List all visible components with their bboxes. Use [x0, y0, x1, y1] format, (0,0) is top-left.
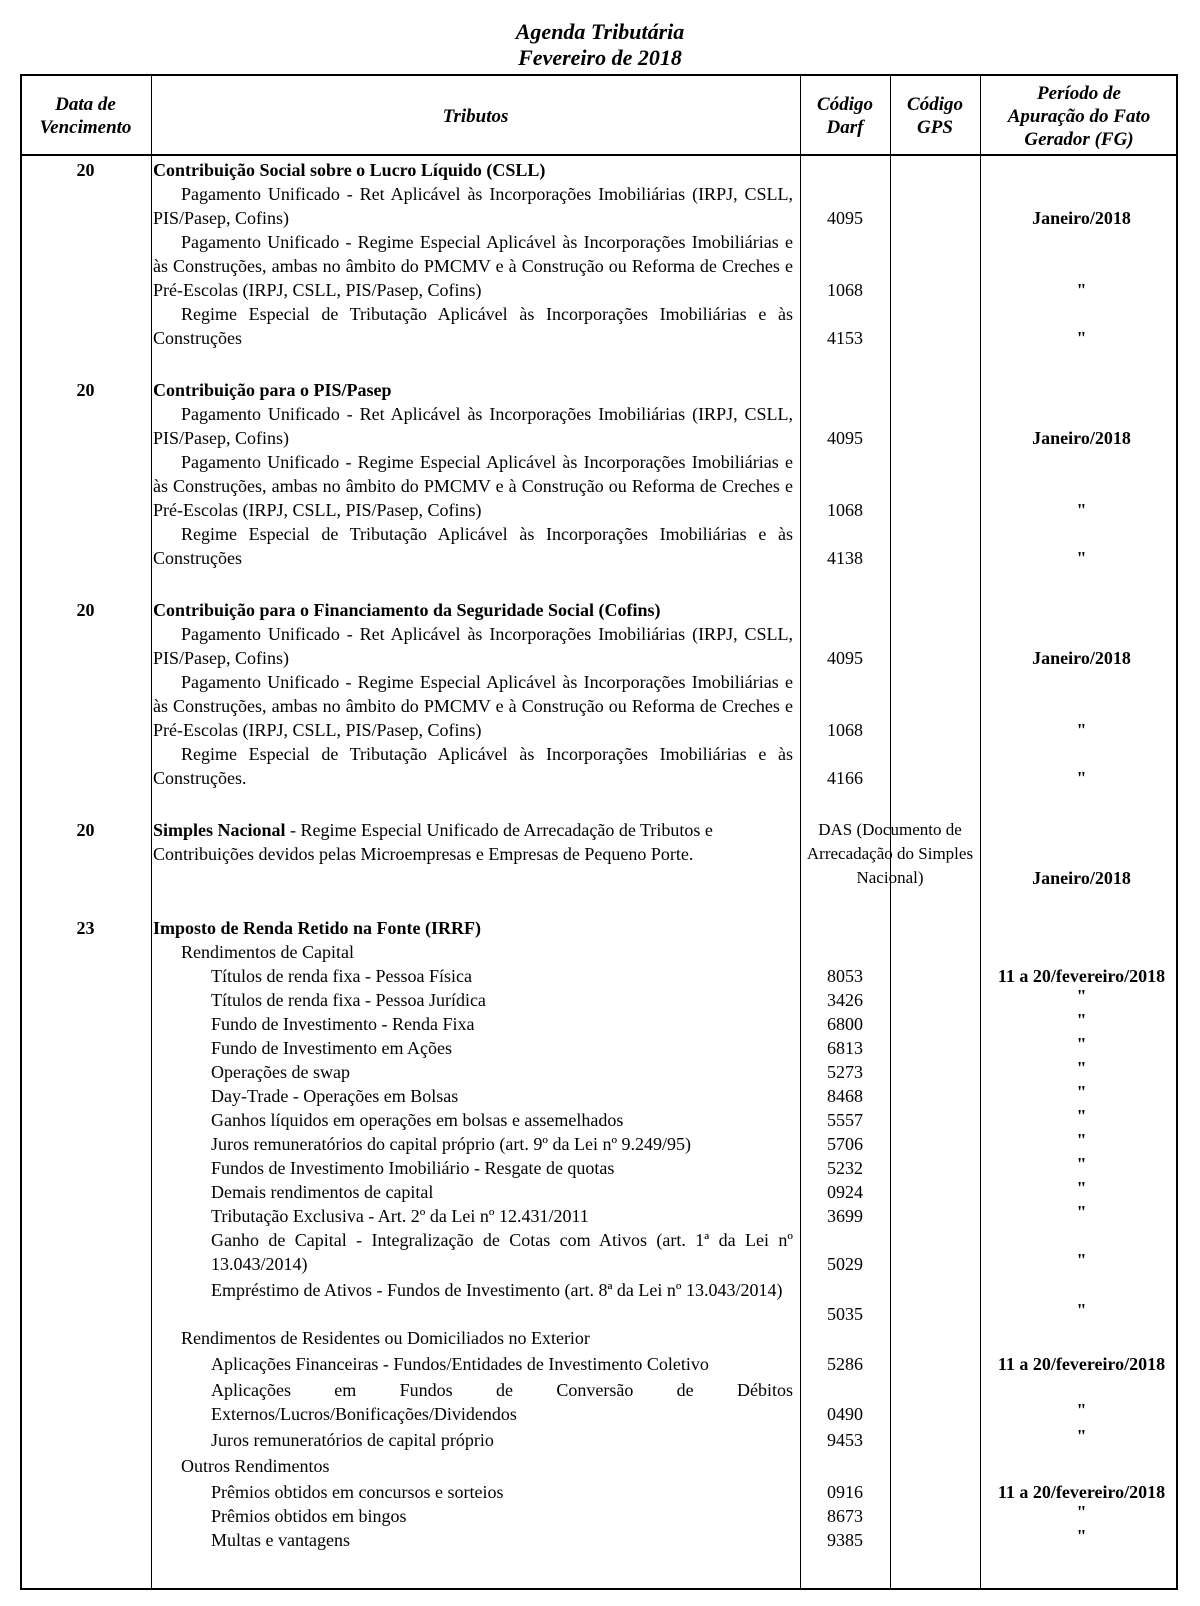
darf-code: 5273 — [827, 1062, 863, 1082]
period: " — [1076, 1154, 1087, 1174]
das-code: DAS (Documento de Arrecadação do Simples Nacional) — [806, 820, 974, 887]
list-item-text: Aplicações em Fundos de Conversão de Débitos Externos/Lucros/Bonificações/Dividendos — [211, 1380, 793, 1424]
darf-code: 6800 — [827, 1014, 863, 1034]
list-item-text: Empréstimo de Ativos - Fundos de Investimento (art. 8ª da Lei nº 13.043/2014) — [211, 1280, 783, 1300]
list-item-text: Aplicações Financeiras - Fundos/Entidades de Investimento Coletivo — [211, 1354, 709, 1374]
header-date: Data de Vencimento — [39, 94, 132, 138]
page-subtitle: Fevereiro de 2018 — [518, 45, 682, 70]
tax-item-text: Pagamento Unificado - Regime Especial Aplicável às Incorporações Imobiliárias e às Construções, ambas no âmbito do PMCMV e à Construção ou Reforma de Creches e Pré-Escolas (IRPJ, CSLL, PIS/Pasep, Cofins) — [153, 672, 793, 740]
darf-code: 8468 — [827, 1086, 863, 1106]
darf-code: 4095 — [827, 208, 863, 228]
page-title: Agenda Tributária — [515, 19, 685, 44]
list-item-text: Prêmios obtidos em bingos — [211, 1506, 407, 1526]
header-divider — [20, 154, 1178, 156]
darf-code: 5035 — [827, 1304, 863, 1324]
period: " — [1076, 768, 1087, 788]
list-item-text: Fundo de Investimento - Renda Fixa — [211, 1014, 475, 1034]
period: 11 a 20/fevereiro/2018 — [997, 1354, 1166, 1374]
darf-code: 5706 — [827, 1134, 863, 1154]
header-periodo: Período de Apuração do Fato Gerador (FG) — [1007, 82, 1151, 150]
period: " — [1076, 1250, 1087, 1270]
period: " — [1076, 1300, 1087, 1320]
period: Janeiro/2018 — [1032, 428, 1131, 448]
darf-code: 1068 — [827, 280, 863, 300]
darf-code: 4095 — [827, 428, 863, 448]
category-label: Outros Rendimentos — [181, 1456, 330, 1476]
tax-title: Contribuição para o PIS/Pasep — [153, 380, 392, 400]
darf-code: 4095 — [827, 648, 863, 668]
list-item-text: Prêmios obtidos em concursos e sorteios — [211, 1482, 504, 1502]
period: " — [1076, 986, 1087, 1006]
tax-item-text: Pagamento Unificado - Regime Especial Aplicável às Incorporações Imobiliárias e às Construções, ambas no âmbito do PMCMV e à Construção ou Reforma de Creches e Pré-Escolas (IRPJ, CSLL, PIS/Pasep, Cofins) — [153, 232, 793, 300]
due-date: 20 — [76, 600, 95, 620]
period: " — [1076, 1426, 1087, 1446]
darf-code: 9385 — [827, 1530, 863, 1550]
darf-code: 8673 — [827, 1506, 863, 1526]
list-item-text: Tributação Exclusiva - Art. 2º da Lei nº 12.431/2011 — [211, 1206, 589, 1226]
list-item-text: Ganhos líquidos em operações em bolsas e assemelhados — [211, 1110, 624, 1130]
tax-item-text: Regime Especial de Tributação Aplicável às Incorporações Imobiliárias e às Construções — [153, 524, 793, 568]
darf-code: 5557 — [827, 1110, 863, 1130]
column-divider — [980, 74, 981, 1590]
darf-code: 5029 — [827, 1254, 863, 1274]
darf-code: 3426 — [827, 990, 863, 1010]
header-tributos: Tributos — [442, 105, 509, 127]
period: " — [1076, 328, 1087, 348]
period: " — [1076, 1010, 1087, 1030]
darf-code: 9453 — [827, 1430, 863, 1450]
darf-code: 1068 — [827, 500, 863, 520]
period: 11 a 20/fevereiro/2018 — [997, 966, 1166, 986]
due-date: 20 — [76, 160, 95, 180]
period: " — [1076, 1034, 1087, 1054]
tax-item-text: Pagamento Unificado - Ret Aplicável às Incorporações Imobiliárias (IRPJ, CSLL, PIS/Pasep, Cofins) — [153, 404, 793, 448]
category-label: Rendimentos de Residentes ou Domiciliados no Exterior — [181, 1328, 590, 1348]
period: " — [1076, 280, 1087, 300]
list-item-text: Operações de swap — [211, 1062, 350, 1082]
list-item-text: Fundo de Investimento em Ações — [211, 1038, 452, 1058]
list-item-text: Day-Trade - Operações em Bolsas — [211, 1086, 459, 1106]
header-gps: Código GPS — [907, 94, 963, 138]
period: " — [1076, 1130, 1087, 1150]
darf-code: 5286 — [827, 1354, 863, 1374]
tax-item-text: Pagamento Unificado - Regime Especial Aplicável às Incorporações Imobiliárias e às Construções, ambas no âmbito do PMCMV e à Construção ou Reforma de Creches e Pré-Escolas (IRPJ, CSLL, PIS/Pasep, Cofins) — [153, 452, 793, 520]
period: Janeiro/2018 — [1032, 648, 1131, 668]
due-date: 20 — [76, 820, 95, 840]
darf-code: 5232 — [827, 1158, 863, 1178]
list-item-text: Títulos de renda fixa - Pessoa Jurídica — [211, 990, 486, 1010]
tax-title: Simples Nacional — [153, 820, 286, 840]
darf-code: 0490 — [827, 1404, 863, 1424]
due-date: 20 — [76, 380, 95, 400]
tax-title: Contribuição para o Financiamento da Seguridade Social (Cofins) — [153, 600, 661, 620]
category-label: Rendimentos de Capital — [181, 942, 354, 962]
tax-item-text — [153, 818, 793, 866]
period: " — [1076, 720, 1087, 740]
tax-item-text: Regime Especial de Tributação Aplicável às Incorporações Imobiliárias e às Construções — [153, 304, 793, 348]
tax-item-text: Pagamento Unificado - Ret Aplicável às Incorporações Imobiliárias (IRPJ, CSLL, PIS/Pasep, Cofins) — [153, 184, 793, 228]
period: " — [1076, 1058, 1087, 1078]
darf-code: 6813 — [827, 1038, 863, 1058]
column-divider — [151, 74, 152, 1590]
darf-code: 4138 — [827, 548, 863, 568]
period: " — [1076, 500, 1087, 520]
list-item-text: Juros remuneratórios do capital próprio (art. 9º da Lei nº 9.249/95) — [211, 1134, 692, 1154]
period: Janeiro/2018 — [1032, 208, 1131, 228]
period: " — [1076, 1400, 1087, 1420]
list-item-text: Títulos de renda fixa - Pessoa Física — [211, 966, 472, 986]
darf-code: 4153 — [827, 328, 863, 348]
tax-item-text: Pagamento Unificado - Ret Aplicável às Incorporações Imobiliárias (IRPJ, CSLL, PIS/Pasep, Cofins) — [153, 624, 793, 668]
period: " — [1076, 1202, 1087, 1222]
tax-item-text: Regime Especial de Tributação Aplicável às Incorporações Imobiliárias e às Construções. — [153, 744, 793, 788]
darf-code: 3699 — [827, 1206, 863, 1226]
period: " — [1076, 1106, 1087, 1126]
period: " — [1076, 1178, 1087, 1198]
darf-code: 1068 — [827, 720, 863, 740]
period: Janeiro/2018 — [1032, 868, 1131, 888]
tax-title: Contribuição Social sobre o Lucro Líquido (CSLL) — [153, 160, 546, 180]
darf-code: 0916 — [827, 1482, 863, 1502]
due-date: 23 — [76, 918, 95, 938]
list-item-text: Fundos de Investimento Imobiliário - Resgate de quotas — [211, 1158, 615, 1178]
header-darf: Código Darf — [817, 94, 873, 138]
period: 11 a 20/fevereiro/2018 — [997, 1482, 1166, 1502]
list-item-text: Ganho de Capital - Integralização de Cotas com Ativos (art. 1ª da Lei nº 13.043/2014) — [211, 1230, 793, 1274]
period: " — [1076, 548, 1087, 568]
period: " — [1076, 1502, 1087, 1522]
period: " — [1076, 1526, 1087, 1546]
darf-code: 0924 — [827, 1182, 863, 1202]
tax-title: Imposto de Renda Retido na Fonte (IRRF) — [153, 918, 481, 938]
period: " — [1076, 1082, 1087, 1102]
tax-description: - Regime Especial Unificado de Arrecadação de Tributos e Contribuições devidos pelas Microempresas e Empresas de Pequeno Porte. — [153, 820, 713, 864]
list-item-text: Demais rendimentos de capital — [211, 1182, 434, 1202]
darf-code: 8053 — [827, 966, 863, 986]
list-item-text: Multas e vantagens — [211, 1530, 350, 1550]
list-item-text: Juros remuneratórios de capital próprio — [211, 1430, 494, 1450]
darf-code: 4166 — [827, 768, 863, 788]
